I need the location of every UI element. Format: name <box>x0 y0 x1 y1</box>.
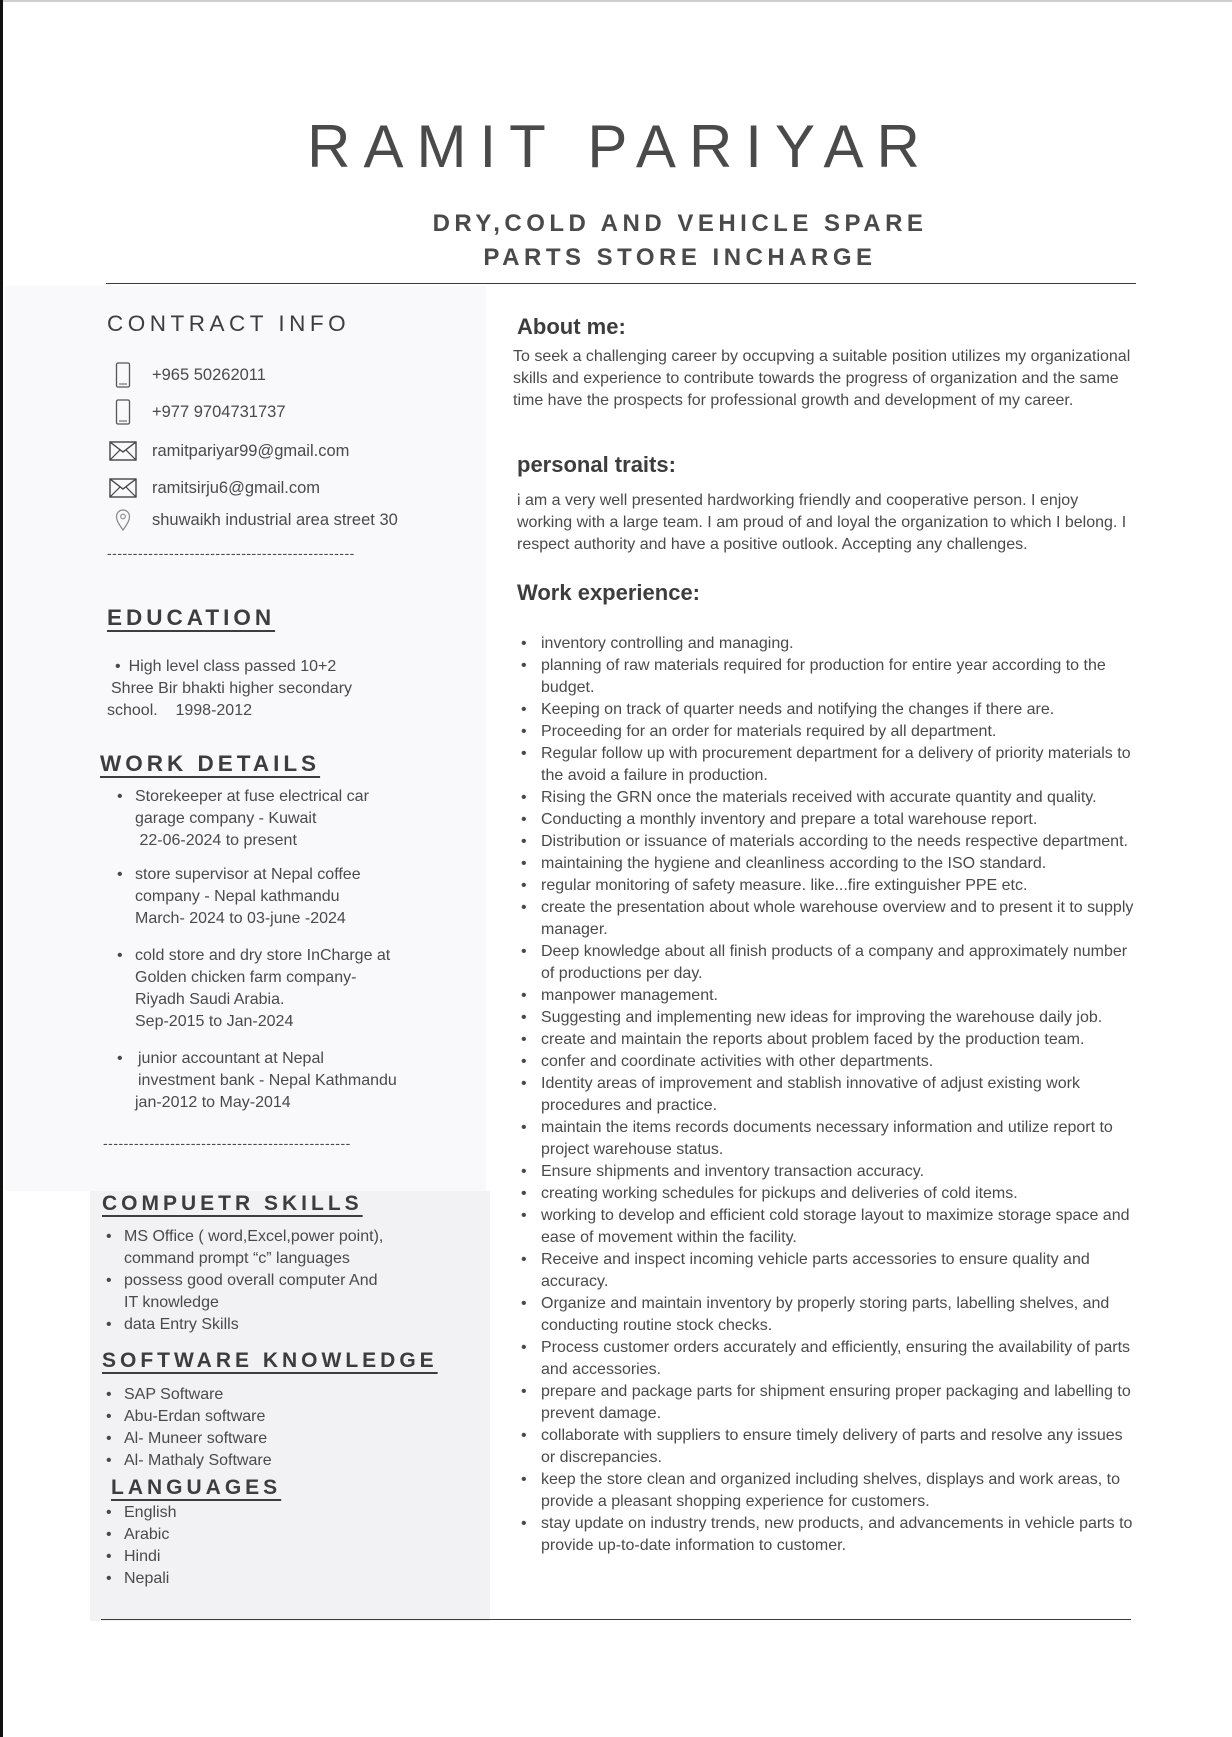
experience-item: • Identity areas of improvement and stablish innovative of adjust existing work procedures and practice. <box>518 1073 1138 1117</box>
page-top-edge <box>0 0 1232 2</box>
language-item: • Arabic <box>102 1524 442 1546</box>
experience-item: • Conducting a monthly inventory and prepare a total warehouse report. <box>518 809 1138 831</box>
experience-item: • manpower management. <box>518 985 1138 1007</box>
work-details-list <box>113 786 443 1114</box>
experience-item: • regular monitoring of safety measure. like...fire extinguisher PPE etc. <box>518 875 1138 897</box>
experience-item: • creating working schedules for pickups and deliveries of cold items. <box>518 1183 1138 1205</box>
location-pin-icon <box>108 506 138 534</box>
contact-text: ramitpariyar99@gmail.com <box>152 441 350 460</box>
candidate-name: RAMIT PARIYAR <box>307 113 933 180</box>
experience-item: • Receive and inspect incoming vehicle parts accessories to ensure quality and accuracy. <box>518 1249 1138 1293</box>
work-detail-item: • junior accountant at Nepal investment bank - Nepal Kathmandu jan-2012 to May-2014 <box>113 1048 443 1114</box>
contact-text: +977 9704731737 <box>152 402 286 421</box>
experience-list <box>518 633 1138 1557</box>
mail-icon <box>108 437 138 465</box>
experience-item: • maintaining the hygiene and cleanliness according to the ISO standard. <box>518 853 1138 875</box>
work-detail-item: • cold store and dry store InCharge at Golden chicken farm company- Riyadh Saudi Arabia. Sep-2015 to Jan-2024 <box>113 945 443 1033</box>
experience-item: • working to develop and efficient cold storage layout to maximize storage space and ease of movement within the facility. <box>518 1205 1138 1249</box>
contact-phone-2[interactable] <box>108 398 286 426</box>
skill-item: • data Entry Skills <box>102 1314 442 1336</box>
traits-text: i am a very well presented hardworking friendly and cooperative person. I enjoy working with a large team. I am proud of and loyal the organization to which I belong. I respect authority and have a positive outlook. Accepting any challenges. <box>517 492 1127 553</box>
language-item: • English <box>102 1502 442 1524</box>
computer-skills-list <box>102 1226 442 1336</box>
contact-email-2[interactable] <box>108 474 320 502</box>
experience-item: • Suggesting and implementing new ideas for improving the warehouse daily job. <box>518 1007 1138 1029</box>
education-entry <box>107 656 437 722</box>
mail-icon <box>108 474 138 502</box>
work-details-divider: ------------------------------------------------ <box>103 1135 351 1151</box>
job-title-line-1: DRY,COLD AND VEHICLE SPARE <box>432 210 928 237</box>
work-details-heading: WORK DETAILS <box>100 751 321 776</box>
contact-heading: CONTRACT INFO <box>107 311 351 336</box>
experience-item: • Organize and maintain inventory by properly storing parts, labelling shelves, and conducting routine stock checks. <box>518 1293 1138 1337</box>
experience-item: • Distribution or issuance of materials according to the needs respective department. <box>518 831 1138 853</box>
software-heading: SOFTWARE KNOWLEDGE <box>102 1349 438 1372</box>
contact-text: +965 50262011 <box>152 365 266 384</box>
contact-phone-1[interactable] <box>108 361 266 389</box>
header-divider <box>106 283 1136 284</box>
work-detail-item: • store supervisor at Nepal coffee company - Nepal kathmandu March- 2024 to 03-june -2024 <box>113 864 443 930</box>
about-text: To seek a challenging career by occupving a suitable position utilizes my organizational skills and experience to contribute towards the progress of organization and the same time have the prospects for professional growth and development of my career. <box>513 348 1131 409</box>
education-heading: EDUCATION <box>107 605 276 630</box>
experience-item: • Rising the GRN once the materials received with accurate quantity and quality. <box>518 787 1138 809</box>
languages-heading: LANGUAGES <box>111 1476 282 1499</box>
language-item: • Nepali <box>102 1568 442 1590</box>
languages-list <box>102 1502 442 1590</box>
contact-address <box>108 506 398 534</box>
education-line: • High level class passed 10+2 <box>115 658 337 675</box>
experience-item: • Keeping on track of quarter needs and notifying the changes if there are. <box>518 699 1138 721</box>
experience-item: • confer and coordinate activities with other departments. <box>518 1051 1138 1073</box>
contact-email-1[interactable] <box>108 437 349 465</box>
experience-item: • Ensure shipments and inventory transaction accuracy. <box>518 1161 1138 1183</box>
language-item: • Hindi <box>102 1546 442 1568</box>
about-heading: About me: <box>517 314 626 339</box>
page-left-edge <box>0 0 3 1737</box>
experience-item: • create and maintain the reports about problem faced by the production team. <box>518 1029 1138 1051</box>
footer-divider <box>101 1619 1131 1620</box>
software-list <box>102 1384 442 1472</box>
experience-item: • Process customer orders accurately and efficiently, ensuring the availability of parts and accessories. <box>518 1337 1138 1381</box>
job-title-line-2: PARTS STORE INCHARGE <box>483 244 877 271</box>
experience-item: • stay update on industry trends, new products, and advancements in vehicle parts to provide up-to-date information to customer. <box>518 1513 1138 1557</box>
experience-item: • inventory controlling and managing. <box>518 633 1138 655</box>
experience-item: • Regular follow up with procurement department for a delivery of priority materials to the avoid a failure in production. <box>518 743 1138 787</box>
experience-item: • maintain the items records documents necessary information and utilize report to project warehouse status. <box>518 1117 1138 1161</box>
experience-item: • planning of raw materials required for production for entire year according to the budget. <box>518 655 1138 699</box>
traits-heading: personal traits: <box>517 452 676 477</box>
experience-item: • Proceeding for an order for materials required by all department. <box>518 721 1138 743</box>
experience-item: • create the presentation about whole warehouse overview and to present it to supply manager. <box>518 897 1138 941</box>
computer-skills-heading: COMPUETR SKILLS <box>102 1192 363 1215</box>
experience-item: • prepare and package parts for shipment ensuring proper packaging and labelling to prevent damage. <box>518 1381 1138 1425</box>
education-line: school. 1998-2012 <box>107 702 252 719</box>
contact-divider: ------------------------------------------------ <box>107 545 355 561</box>
software-item: • SAP Software <box>102 1384 442 1406</box>
software-item: • Abu-Erdan software <box>102 1406 442 1428</box>
education-line: Shree Bir bhakti higher secondary <box>111 680 353 697</box>
software-item: • Al- Mathaly Software <box>102 1450 442 1472</box>
skill-item: • possess good overall computer And IT knowledge <box>102 1270 442 1314</box>
experience-item: • Deep knowledge about all finish products of a company and approximately number of productions per day. <box>518 941 1138 985</box>
phone-icon <box>108 398 138 426</box>
skill-item: • MS Office ( word,Excel,power point), command prompt “c” languages <box>102 1226 442 1270</box>
contact-text: shuwaikh industrial area street 30 <box>152 510 398 529</box>
work-detail-item: • Storekeeper at fuse electrical car garage company - Kuwait 22-06-2024 to present <box>113 786 443 852</box>
experience-item: • collaborate with suppliers to ensure timely delivery of parts and resolve any issues or discrepancies. <box>518 1425 1138 1469</box>
experience-heading: Work experience: <box>517 580 701 605</box>
experience-item: • keep the store clean and organized including shelves, displays and work areas, to provide a pleasant shopping experience for customers. <box>518 1469 1138 1513</box>
software-item: • Al- Muneer software <box>102 1428 442 1450</box>
phone-icon <box>108 361 138 389</box>
contact-text: ramitsirju6@gmail.com <box>152 478 321 497</box>
